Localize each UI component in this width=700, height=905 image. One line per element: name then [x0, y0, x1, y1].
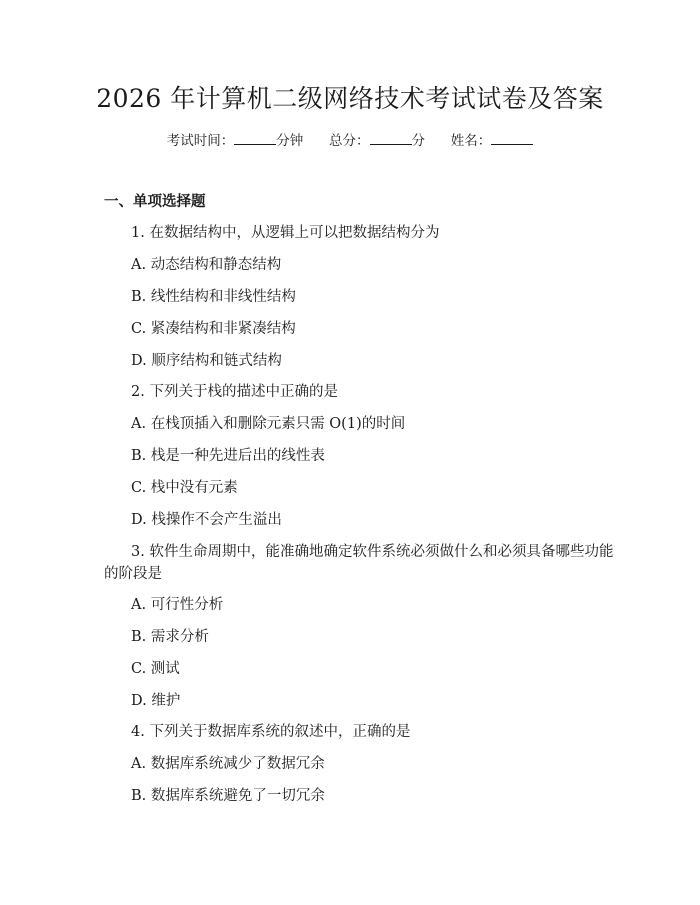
question-2-option-a: A. 在栈顶插入和删除元素只需 O(1)的时间 — [131, 416, 406, 432]
question-2-option-d: D. 栈操作不会产生溢出 — [131, 512, 282, 528]
question-1-option-d: D. 顺序结构和链式结构 — [131, 353, 282, 369]
question-3-option-d: D. 维护 — [131, 693, 181, 709]
score-unit: 分 — [411, 133, 425, 149]
score-label: 总分： — [329, 133, 370, 149]
question-2-option-b: B. 栈是一种先进后出的线性表 — [131, 448, 325, 464]
question-3-option-b: B. 需求分析 — [131, 629, 209, 645]
question-4-text: 4. 下列关于数据库系统的叙述中，正确的是 — [131, 724, 411, 740]
question-3-option-a: A. 可行性分析 — [131, 597, 224, 613]
question-2-option-c: C. 栈中没有元素 — [131, 480, 238, 496]
name-blank[interactable] — [491, 131, 533, 145]
question-3-text-continued: 的阶段是 — [104, 566, 162, 582]
question-3-text: 3. 软件生命周期中，能准确地确定软件系统必须做什么和必须具备哪些功能 — [131, 544, 614, 560]
question-4-option-a: A. 数据库系统减少了数据冗余 — [131, 756, 325, 772]
question-1-option-c: C. 紧凑结构和非紧凑结构 — [131, 321, 296, 337]
question-2-text: 2. 下列关于栈的描述中正确的是 — [131, 384, 338, 400]
exam-title: 2026 年计算机二级网络技术考试试卷及答案 — [96, 84, 604, 113]
score-blank[interactable] — [370, 131, 412, 145]
exam-meta — [0, 131, 700, 150]
question-1-option-b: B. 线性结构和非线性结构 — [131, 289, 296, 305]
question-1-option-a: A. 动态结构和静态结构 — [131, 257, 282, 273]
time-blank[interactable] — [234, 131, 276, 145]
time-unit: 分钟 — [276, 133, 304, 149]
question-4-option-b: B. 数据库系统避免了一切冗余 — [131, 788, 325, 804]
question-3-option-c: C. 测试 — [131, 661, 180, 677]
name-label: 姓名： — [450, 133, 492, 149]
section-heading: 一、单项选择题 — [104, 193, 206, 210]
question-1-text: 1. 在数据结构中，从逻辑上可以把数据结构分为 — [131, 225, 440, 241]
time-label: 考试时间： — [166, 133, 235, 149]
